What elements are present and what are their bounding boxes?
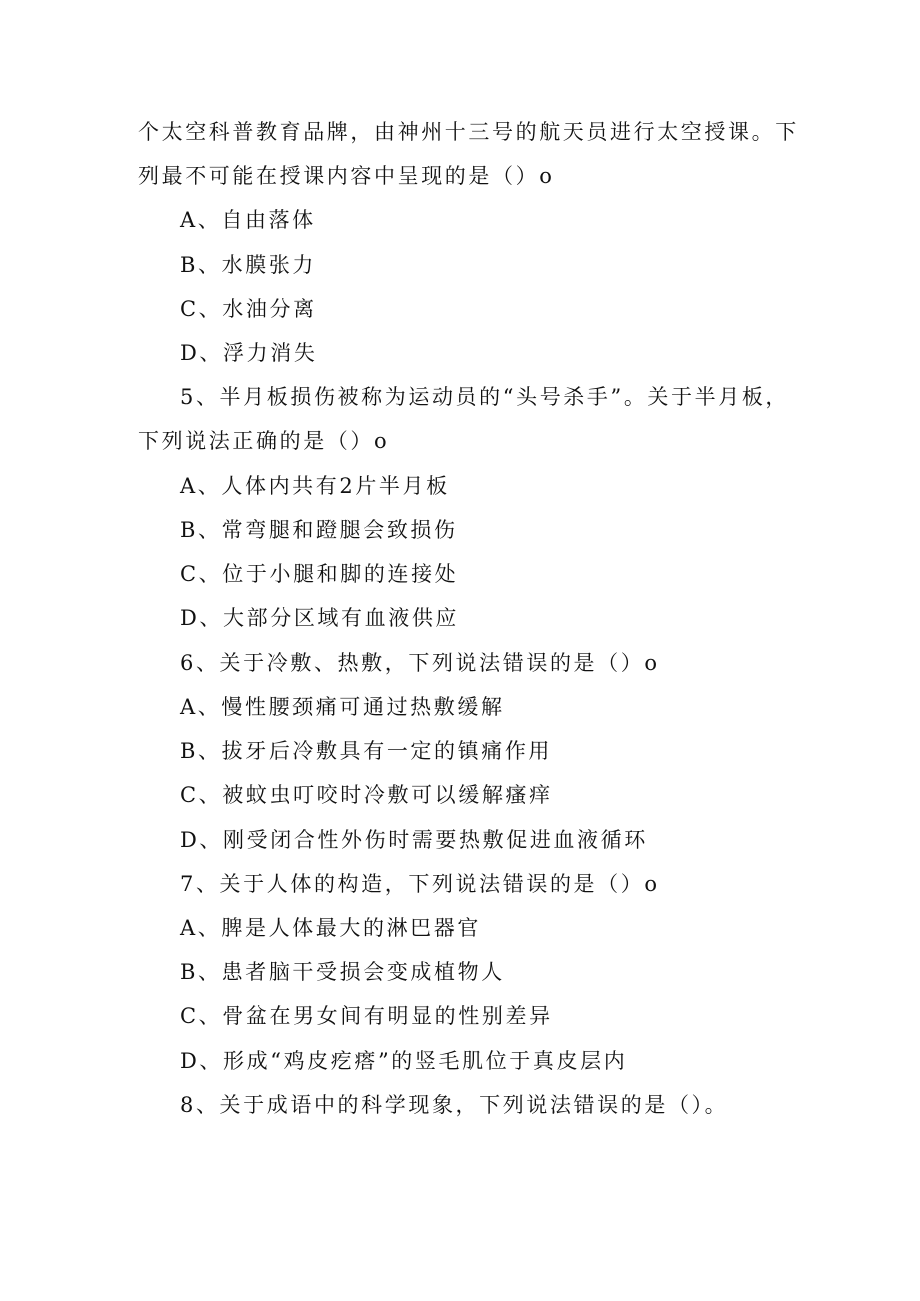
question-6-option-b: B、拔牙后冷敷具有一定的镇痛作用 xyxy=(180,739,553,763)
question-5-option-c: C、位于小腿和脚的连接处 xyxy=(180,562,459,586)
question-4-option-b: B、水膜张力 xyxy=(180,253,317,277)
question-7-option-d: D、形成“鸡皮疙瘩”的竖毛肌位于真皮层内 xyxy=(180,1049,628,1073)
question-4-option-a: A、自由落体 xyxy=(180,208,316,232)
question-6-stem: 6、关于冷敷、热敷，下列说法错误的是（）o xyxy=(180,651,660,675)
question-6-option-c: C、被蚊虫叮咬时冷敷可以缓解瘙痒 xyxy=(180,783,553,807)
question-7-option-b: B、患者脑干受损会变成植物人 xyxy=(180,960,505,984)
question-6-option-a: A、慢性腰颈痛可通过热敷缓解 xyxy=(180,695,505,719)
question-5-option-a: A、人体内共有2片半月板 xyxy=(180,474,450,498)
question-7-option-a: A、脾是人体最大的淋巴器官 xyxy=(180,916,481,940)
question-5-stem-line-2: 下列说法正确的是（）o xyxy=(138,429,390,453)
question-7-stem: 7、关于人体的构造，下列说法错误的是（）o xyxy=(180,872,660,896)
question-5-option-d: D、大部分区域有血液供应 xyxy=(180,606,460,630)
question-6-option-d: D、刚受闭合性外伤时需要热敷促进血液循环 xyxy=(180,828,648,852)
question-4-stem-line-1: 个太空科普教育品牌，由神州十三号的航天员进行太空授课。下 xyxy=(138,120,799,144)
question-5-option-b: B、常弯腿和蹬腿会致损伤 xyxy=(180,518,458,542)
question-5-stem-line-1: 5、半月板损伤被称为运动员的“头号杀手”。关于半月板， xyxy=(180,385,790,409)
question-8-stem: 8、关于成语中的科学现象，下列说法错误的是（）。 xyxy=(180,1093,729,1117)
question-7-option-c: C、骨盆在男女间有明显的性别差异 xyxy=(180,1004,553,1028)
question-4-option-d: D、浮力消失 xyxy=(180,341,318,365)
question-4-option-c: C、水油分离 xyxy=(180,297,317,321)
question-4-stem-line-2: 列最不可能在授课内容中呈现的是（）o xyxy=(138,164,555,188)
